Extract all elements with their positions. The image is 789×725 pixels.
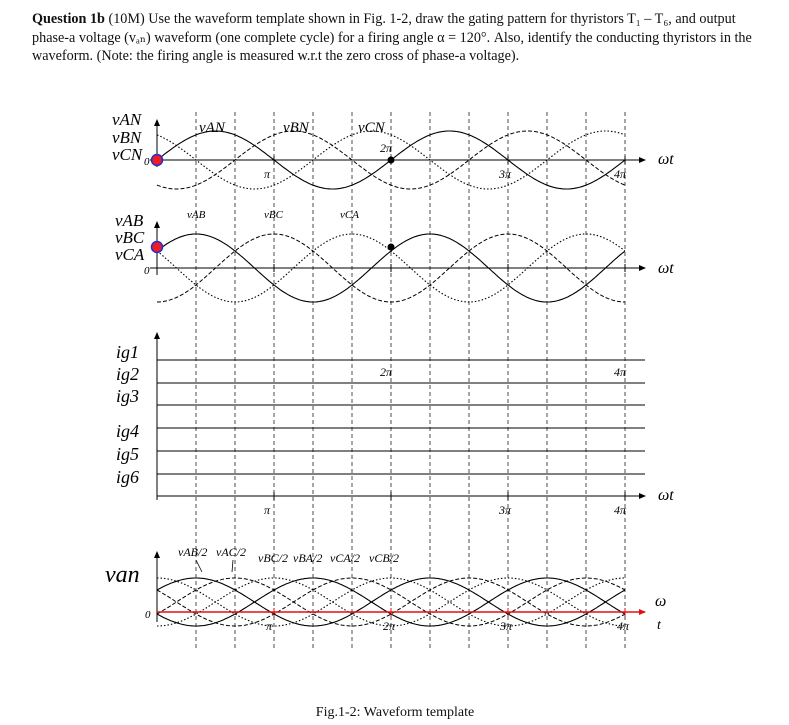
figure-caption: Fig.1-2: Waveform template xyxy=(315,705,475,720)
phase-zero-label: 0 xyxy=(144,156,150,168)
gate-axis-label: ωt xyxy=(658,487,674,504)
van-annotation-vcb2: vCB/2 xyxy=(369,551,399,565)
gate-signal-panel xyxy=(116,333,674,517)
phase-axis-label: ωt xyxy=(658,151,674,168)
gate-tick-4pi-bottom: 4π xyxy=(614,503,627,517)
gate-label-ig2: ig2 xyxy=(116,364,140,384)
vertical-gridlines xyxy=(196,112,625,648)
van-annotation-vab2: vAB/2 xyxy=(178,545,208,559)
phase-label-van: vAN xyxy=(112,110,142,129)
gate-label-ig1: ig1 xyxy=(116,342,140,362)
gate-tick-3pi-bottom: 3π xyxy=(499,503,512,517)
gate-label-ig6: ig6 xyxy=(116,467,140,487)
phase-tick-4pi: 4π xyxy=(614,167,627,181)
phase-label-vcn: vCN xyxy=(112,145,143,164)
curve-name-vbn: vBN xyxy=(283,120,309,136)
van-axis-label-omega: ω xyxy=(655,593,667,610)
van-tick-pi: π xyxy=(266,619,273,633)
gate-label-ig4: ig4 xyxy=(116,421,140,441)
van-zero-label: 0 xyxy=(145,609,151,621)
van-annotation-vba2: vBA/2 xyxy=(293,551,323,565)
van-tick-3pi: 3π xyxy=(500,619,513,633)
phase-tick-pi: π xyxy=(264,167,271,181)
van-axis-label-t: t xyxy=(657,618,661,633)
line-axis-label: ωt xyxy=(658,260,674,277)
curve-name-vca: vCA xyxy=(340,209,359,221)
curve-name-vcn: vCN xyxy=(358,120,385,136)
line-label-vca: vCA xyxy=(115,245,145,264)
van-tick-2pi: 2π xyxy=(383,619,396,633)
question-label: Question 1b xyxy=(32,11,105,27)
line-origin-marker xyxy=(152,242,163,253)
gate-tick-pi-bottom: π xyxy=(264,503,271,517)
gate-tick-2pi-mid: 2π xyxy=(380,365,393,379)
gate-label-ig5: ig5 xyxy=(116,444,140,464)
line-label-vab: vAB xyxy=(115,211,144,230)
phase-origin-marker xyxy=(152,155,163,166)
phase-tick-3pi: 3π xyxy=(499,167,512,181)
van-annotation-vbc2: vBC/2 xyxy=(258,551,288,565)
van-panel xyxy=(105,545,666,633)
line-label-vbc: vBC xyxy=(115,228,145,247)
phase-tick-2pi: 2π xyxy=(380,141,393,155)
annotation-arrow-1 xyxy=(196,560,202,572)
gate-label-ig3: ig3 xyxy=(116,386,140,406)
annotation-arrow-2 xyxy=(232,560,233,572)
line-2pi-marker xyxy=(388,244,395,251)
van-annotation-vac2: vAC/2 xyxy=(216,545,246,559)
line-zero-label: 0 xyxy=(144,265,150,277)
curve-name-vab: vAB xyxy=(187,209,206,221)
gate-tick-4pi-mid: 4π xyxy=(614,365,627,379)
question-body: (10M) Use the waveform template shown in Fig. 1-2, draw the gating pattern for thyristors T₁ – T₆, and output phase-a voltage (vₐₙ) waveform (one complete cycle) for a firing angle α = 120°. Also, identify the conducting thyristors in the waveform. (Note: the firing angle is measured w.r.t the zero cross of phase-a voltage). xyxy=(32,11,752,64)
van-annotation-vca2: vCA/2 xyxy=(330,551,360,565)
van-tick-4pi: 4π xyxy=(617,619,630,633)
van-label: van xyxy=(105,562,140,588)
phase-2pi-marker xyxy=(388,157,395,164)
curve-name-vbc: vBC xyxy=(264,209,283,221)
curve-name-van: vAN xyxy=(199,120,225,136)
phase-label-vbn: vBN xyxy=(112,128,142,147)
line-voltage-panel xyxy=(115,209,674,302)
